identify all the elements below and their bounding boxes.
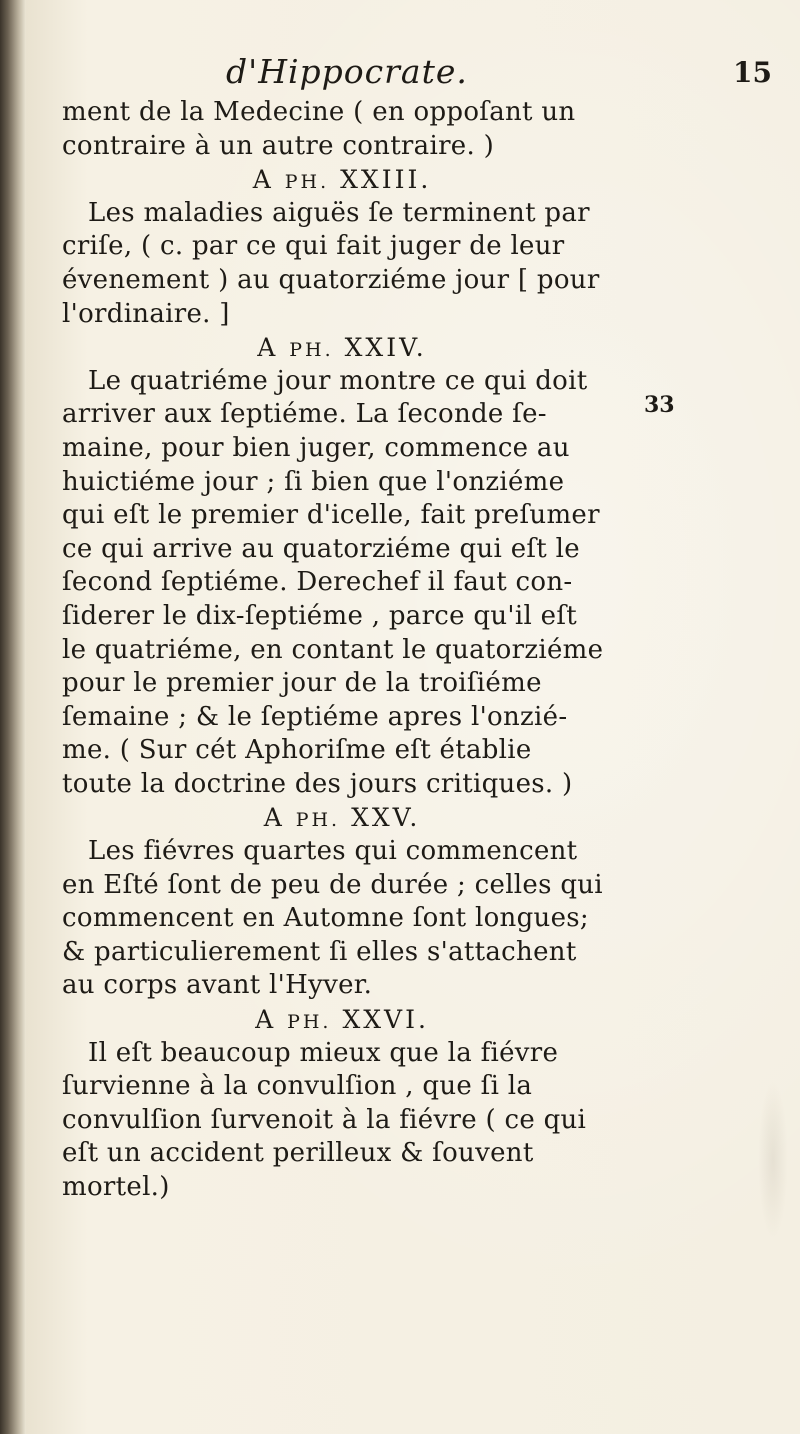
aphorism-abbr: PH. (289, 339, 334, 362)
aphorism-prefix: A (252, 165, 274, 195)
aphorism-heading (62, 1003, 622, 1037)
aphorism-number: XXIV. (344, 333, 427, 363)
aphorism-number: XXVI. (342, 1005, 429, 1035)
text-line: criſe, ( c. par ce qui fait juger de leur (62, 231, 565, 262)
text-line: & particulierement ſi elles s'attachent (62, 936, 577, 967)
text-line: Il eſt beaucoup mieux que la fiévre (88, 1037, 559, 1068)
aphorism-prefix: A (263, 803, 285, 833)
paper-stain (758, 1080, 788, 1240)
text-line: ſecond ſeptiéme. Derechef il faut con- (62, 567, 573, 598)
body-text (62, 96, 622, 1205)
text-line: au corps avant l'Hyver. (62, 970, 373, 1001)
aphorism-number: XXV. (351, 803, 421, 833)
aphorism-abbr: PH. (295, 809, 341, 832)
text-line: Le quatriéme jour montre ce qui doit (88, 365, 588, 396)
text-line: arriver aux ſeptiéme. La ſeconde ſe- (62, 399, 547, 430)
text-line: l'ordinaire. ] (62, 298, 230, 329)
text-line: maine, pour bien juger, commence au (62, 432, 570, 463)
book-spine-shadow (0, 0, 26, 1434)
text-line: ſiderer le dix-ſeptiéme , parce qu'il eſt (62, 600, 578, 631)
text-line: Les maladies aiguës ſe terminent par (88, 197, 590, 228)
margin-number: 33 (644, 392, 675, 418)
aphorism-prefix: A (257, 333, 279, 363)
text-line: convulſion ſurvenoit à la fiévre ( ce qui (62, 1104, 587, 1135)
text-line: contraire à un autre contraire. ) (62, 130, 495, 161)
text-line: ment de la Medecine ( en oppoſant un (62, 97, 576, 127)
page-number: 15 (733, 56, 772, 89)
text-line: ſurvienne à la convulſion , que ſi la (62, 1071, 533, 1102)
text-line: évenement ) au quatorziéme jour [ pour (62, 264, 600, 295)
text-line: toute la doctrine des jours critiques. ) (62, 768, 573, 799)
aphorism-heading (62, 331, 622, 365)
book-page (26, 0, 800, 1434)
text-line: huictiéme jour ; ſi bien que l'onziéme (62, 466, 565, 497)
aphorism-heading (62, 163, 622, 197)
text-line: Les fiévres quartes qui commencent (88, 836, 578, 867)
text-line: en Eſté ſont de peu de durée ; celles qui (62, 869, 603, 900)
text-line: me. ( Sur cét Aphoriſme eſt établie (62, 735, 532, 766)
text-line: eſt un accident perilleux & ſouvent (62, 1138, 534, 1169)
page-header (226, 52, 772, 98)
text-line: mortel.) (62, 1172, 170, 1202)
running-title: d'Hippocrate. (226, 52, 468, 91)
aphorism-number: XXIII. (340, 165, 432, 195)
aphorism-heading (62, 801, 622, 835)
aphorism-abbr: PH. (287, 1011, 332, 1034)
text-line: commencent en Automne ſont longues; (62, 903, 589, 934)
text-line: ſemaine ; & le ſeptiéme apres l'onzié- (62, 701, 568, 732)
text-line: pour le premier jour de la troiſiéme (62, 668, 542, 699)
text-line: ce qui arrive au quatorziéme qui eſt le (62, 533, 580, 564)
text-line: le quatriéme, en contant le quatorziéme (62, 634, 604, 665)
text-line: qui eſt le premier d'icelle, fait preſumer (62, 500, 600, 531)
aphorism-abbr: PH. (284, 171, 330, 194)
aphorism-prefix: A (255, 1005, 277, 1035)
